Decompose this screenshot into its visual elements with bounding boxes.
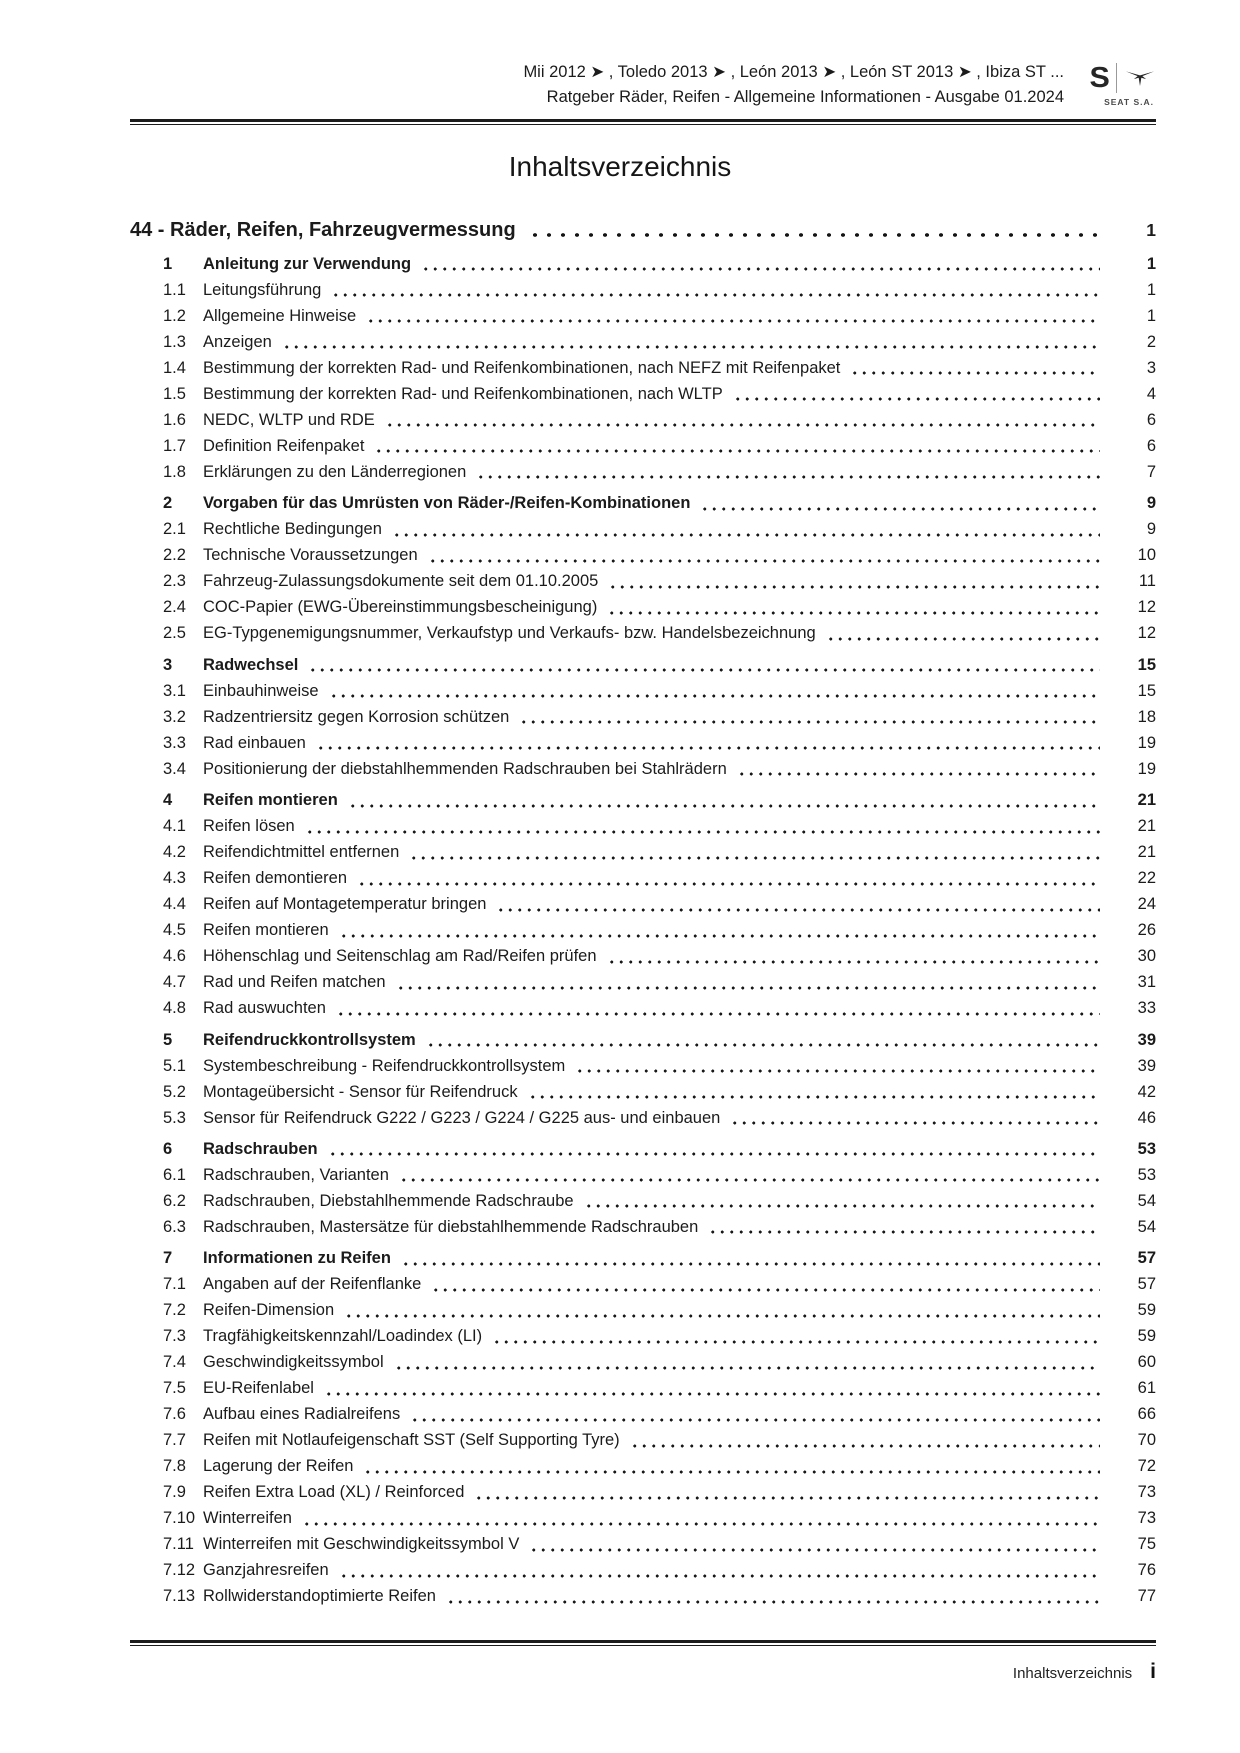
toc-entry-number: 2 (163, 494, 173, 513)
toc-entry-page: 46 (1137, 1108, 1156, 1127)
toc-entry-number: 6.1 (163, 1166, 186, 1185)
toc-entry-row[interactable] (130, 945, 1156, 968)
dot-leader (366, 319, 1100, 323)
dot-leader (575, 1069, 1100, 1073)
toc-entry-title: Reifen montieren (203, 921, 329, 940)
dot-leader (348, 804, 1100, 808)
toc-entry-page: 19 (1137, 733, 1156, 752)
dot-leader (428, 559, 1100, 563)
toc-entry-row[interactable] (130, 841, 1156, 864)
toc-entry-number: 7.11 (163, 1535, 194, 1554)
dot-leader (607, 960, 1100, 964)
toc-entry-title: Geschwindigkeitssymbol (203, 1353, 384, 1372)
toc-chapter-title: 44 - Räder, Reifen, Fahrzeugvermessung (130, 219, 516, 241)
toc-entry-page: 75 (1137, 1535, 1156, 1554)
dot-leader (305, 830, 1100, 834)
toc-entry-row[interactable] (130, 1377, 1156, 1400)
toc-entry-number: 1.6 (163, 411, 186, 429)
page-header (130, 60, 1156, 110)
dot-leader (528, 233, 1100, 237)
toc-entry-row[interactable] (130, 1164, 1156, 1187)
toc-entry-number: 3 (163, 655, 173, 674)
toc-entry-page: 3 (1146, 359, 1156, 377)
cupra-logo-icon (1124, 66, 1156, 90)
toc-entry-number: 5.1 (163, 1056, 186, 1075)
brand-logos (1078, 62, 1156, 107)
toc-entry-number: 4.4 (163, 895, 186, 914)
toc-entry-row[interactable] (130, 1055, 1156, 1078)
toc-entry-row[interactable] (130, 789, 1156, 812)
dot-leader (519, 720, 1100, 724)
toc-entry-title: Reifen montieren (203, 791, 338, 810)
toc-entry-number: 4.6 (163, 947, 186, 966)
toc-entry-row[interactable] (130, 1481, 1156, 1504)
toc-entry-row[interactable] (130, 1081, 1156, 1104)
toc-entry-page: 73 (1137, 1483, 1156, 1502)
toc-entry-page: 70 (1137, 1431, 1156, 1450)
toc-entry-page: 66 (1137, 1405, 1156, 1424)
toc-entry-title: Radschrauben, Mastersätze für diebstahlhemmende Radschrauben (203, 1218, 699, 1237)
toc-entry-row[interactable] (130, 570, 1156, 593)
toc-entry-row[interactable] (130, 1585, 1156, 1608)
dot-leader (700, 507, 1100, 511)
toc-entry-title: Reifen demontieren (203, 869, 348, 888)
dot-leader (328, 1152, 1100, 1156)
toc-entry-title: Rad einbauen (203, 733, 306, 752)
toc-entry-title: Radschrauben, Diebstahlhemmende Radschraube (203, 1192, 574, 1211)
dot-leader (431, 1288, 1100, 1292)
toc-entry-title: Winterreifen mit Geschwindigkeitssymbol V (203, 1535, 520, 1554)
toc-entry-list (130, 253, 1156, 1609)
toc-entry-row[interactable] (130, 893, 1156, 916)
header-rule (130, 119, 1156, 125)
toc-entry-page: 33 (1137, 999, 1156, 1018)
toc-entry-page: 54 (1137, 1218, 1156, 1237)
toc-entry-title: Bestimmung der korrekten Rad- und Reifenkombinationen, nach NEFZ mit Reifenpaket (203, 359, 841, 377)
table-of-contents (130, 217, 1156, 1609)
toc-entry-title: Sensor für Reifendruck G222 / G223 / G224 / G225 aus- und einbauen (203, 1108, 721, 1127)
dot-leader (302, 1522, 1100, 1526)
toc-entry-title: Positionierung der diebstahlhemmenden Radschrauben bei Stahlrädern (203, 759, 727, 778)
toc-entry-page: 11 (1138, 572, 1156, 591)
dot-leader (607, 611, 1100, 615)
toc-entry-page: 39 (1137, 1030, 1156, 1049)
toc-entry-row[interactable] (130, 680, 1156, 703)
toc-entry-title: EU-Reifenlabel (203, 1379, 314, 1398)
toc-entry-row[interactable] (130, 1507, 1156, 1530)
toc-entry-title: Fahrzeug-Zulassungsdokumente seit dem 01.10.2005 (203, 572, 599, 591)
toc-entry-title: Rollwiderstandoptimierte Reifen (203, 1587, 436, 1606)
toc-entry-page: 21 (1137, 791, 1156, 810)
toc-entry-page: 21 (1137, 817, 1156, 836)
toc-entry-number: 4.2 (163, 843, 186, 862)
toc-entry-number: 5.2 (163, 1082, 186, 1101)
toc-entry-number: 1.7 (163, 437, 186, 455)
dot-leader (529, 1548, 1100, 1552)
toc-entry-row[interactable] (130, 654, 1156, 677)
toc-entry-page: 53 (1137, 1140, 1156, 1159)
dot-leader (336, 1012, 1100, 1016)
toc-entry-number: 7.4 (163, 1353, 186, 1372)
header-models-line: Mii 2012 ➤ , Toledo 2013 ➤ , León 2013 ➤ , León ST 2013 ➤ , Ibiza ST ... (523, 63, 1064, 81)
toc-entry-page: 15 (1137, 681, 1156, 700)
toc-entry-title: Definition Reifenpaket (203, 437, 365, 455)
dot-leader (363, 1470, 1100, 1474)
toc-entry-row[interactable] (130, 732, 1156, 755)
toc-entry-title: Reifen lösen (203, 817, 295, 836)
toc-entry-number: 3.1 (163, 681, 186, 700)
toc-entry-title: Reifendichtmittel entfernen (203, 843, 400, 862)
dot-leader (476, 475, 1100, 479)
page-footer (130, 1640, 1156, 1684)
toc-entry-page: 1 (1146, 307, 1156, 325)
dot-leader (357, 882, 1100, 886)
toc-entry-page: 1 (1146, 255, 1156, 273)
toc-entry-page: 39 (1137, 1056, 1156, 1075)
toc-entry-number: 2.3 (163, 572, 186, 591)
toc-entry-row[interactable] (130, 867, 1156, 890)
dot-leader (528, 1095, 1100, 1099)
toc-entry-number: 7.2 (163, 1301, 186, 1320)
toc-entry-page: 10 (1137, 546, 1156, 565)
toc-entry-row[interactable] (130, 997, 1156, 1020)
toc-entry-title: Radschrauben (203, 1140, 318, 1159)
toc-entry-row[interactable] (130, 461, 1156, 484)
toc-entry-row[interactable] (130, 331, 1156, 354)
toc-entry-number: 5.3 (163, 1108, 186, 1127)
toc-entry-number: 4.7 (163, 973, 186, 992)
toc-entry-page: 31 (1137, 973, 1156, 992)
toc-entry-title: Reifen auf Montagetemperatur bringen (203, 895, 487, 914)
dot-leader (399, 1178, 1100, 1182)
toc-entry-number: 7.8 (163, 1457, 186, 1476)
dot-leader (401, 1262, 1100, 1266)
toc-entry-title: COC-Papier (EWG-Übereinstimmungsbescheinigung) (203, 598, 598, 617)
toc-entry-page: 7 (1146, 463, 1156, 481)
toc-entry-row[interactable] (130, 383, 1156, 406)
toc-entry-title: Systembeschreibung - Reifendruckkontrollsystem (203, 1056, 566, 1075)
dot-leader (339, 934, 1100, 938)
toc-entry-number: 2.1 (163, 520, 186, 539)
toc-entry-number: 1.2 (163, 307, 186, 325)
toc-entry-row[interactable] (130, 1029, 1156, 1052)
header-doc-line: Ratgeber Räder, Reifen - Allgemeine Informationen - Ausgabe 01.2024 (546, 88, 1064, 106)
toc-entry-number: 2.4 (163, 598, 186, 617)
toc-entry-number: 3.2 (163, 707, 186, 726)
toc-entry-page: 73 (1137, 1509, 1156, 1528)
toc-entry-title: Angaben auf der Reifenflanke (203, 1275, 422, 1294)
toc-entry-number: 1.5 (163, 385, 186, 403)
seat-logo-icon: S (1089, 62, 1110, 94)
toc-entry-title: Reifen Extra Load (XL) / Reinforced (203, 1483, 465, 1502)
toc-entry-page: 59 (1137, 1327, 1156, 1346)
toc-entry-row[interactable] (130, 622, 1156, 645)
toc-entry-page: 21 (1137, 843, 1156, 862)
dot-leader (324, 1392, 1100, 1396)
toc-entry-page: 18 (1137, 707, 1156, 726)
dot-leader (396, 986, 1100, 990)
toc-entry-page: 57 (1137, 1249, 1156, 1268)
dot-leader (344, 1314, 1100, 1318)
toc-entry-number: 7.6 (163, 1405, 186, 1424)
toc-entry-page: 76 (1137, 1561, 1156, 1580)
toc-entry-row[interactable] (130, 305, 1156, 328)
dot-leader (392, 533, 1100, 537)
toc-entry-number: 2.5 (163, 624, 186, 643)
toc-entry-title: Montageübersicht - Sensor für Reifendruck (203, 1082, 518, 1101)
toc-entry-title: Vorgaben für das Umrüsten von Räder-/Reifen-Kombinationen (203, 494, 691, 513)
toc-entry-page: 42 (1137, 1082, 1156, 1101)
toc-entry-row[interactable] (130, 1429, 1156, 1452)
toc-entry-page: 6 (1146, 437, 1156, 455)
toc-entry-number: 4.8 (163, 999, 186, 1018)
dot-leader (329, 694, 1100, 698)
toc-entry-page: 9 (1146, 494, 1156, 513)
toc-entry-title: Aufbau eines Radialreifens (203, 1405, 401, 1424)
dot-leader (339, 1574, 1100, 1578)
toc-entry-row[interactable] (130, 1455, 1156, 1478)
toc-entry-title: Einbauhinweise (203, 681, 319, 700)
toc-entry-row[interactable] (130, 279, 1156, 302)
toc-entry-row[interactable] (130, 1190, 1156, 1213)
dot-leader (410, 1418, 1100, 1422)
toc-entry-row[interactable] (130, 815, 1156, 838)
toc-entry-number: 6.3 (163, 1218, 186, 1237)
logo-divider (1116, 63, 1117, 93)
toc-entry-number: 1.8 (163, 463, 186, 481)
dot-leader (584, 1204, 1100, 1208)
toc-entry-row[interactable] (130, 1403, 1156, 1426)
toc-entry-page: 1 (1146, 281, 1156, 299)
toc-entry-row[interactable] (130, 1273, 1156, 1296)
toc-entry-number: 1 (163, 255, 173, 273)
page-title: Inhaltsverzeichnis (508, 151, 732, 182)
toc-entry-page: 26 (1137, 921, 1156, 940)
toc-entry-title: NEDC, WLTP und RDE (203, 411, 375, 429)
toc-entry-title: Anleitung zur Verwendung (203, 255, 412, 273)
toc-entry-number: 4.3 (163, 869, 186, 888)
toc-entry-page: 19 (1137, 759, 1156, 778)
toc-entry-row[interactable] (130, 1325, 1156, 1348)
toc-entry-number: 4.5 (163, 921, 186, 940)
dot-leader (608, 585, 1100, 589)
toc-entry-number: 3.4 (163, 759, 186, 778)
toc-entry-page: 57 (1137, 1275, 1156, 1294)
dot-leader (492, 1340, 1100, 1344)
toc-entry-page: 6 (1146, 411, 1156, 429)
toc-entry-title: Erklärungen zu den Länderregionen (203, 463, 467, 481)
toc-entry-title: Informationen zu Reifen (203, 1249, 391, 1268)
toc-entry-number: 1.1 (163, 281, 186, 299)
toc-entry-row[interactable] (130, 253, 1156, 276)
dot-leader (733, 397, 1100, 401)
toc-entry-row[interactable] (130, 435, 1156, 458)
toc-entry-page: 60 (1137, 1353, 1156, 1372)
dot-leader (730, 1121, 1100, 1125)
dot-leader (308, 668, 1100, 672)
dot-leader (394, 1366, 1100, 1370)
toc-entry-title: Leitungsführung (203, 281, 322, 299)
toc-entry-page: 9 (1146, 520, 1156, 539)
toc-entry-page: 12 (1137, 598, 1156, 617)
toc-entry-title: Rad und Reifen matchen (203, 973, 386, 992)
toc-entry-row[interactable] (130, 596, 1156, 619)
toc-entry-row[interactable] (130, 492, 1156, 515)
toc-entry-number: 3.3 (163, 733, 186, 752)
dot-leader (374, 449, 1100, 453)
toc-entry-title: Bestimmung der korrekten Rad- und Reifenkombinationen, nach WLTP (203, 385, 723, 403)
toc-entry-row[interactable] (130, 357, 1156, 380)
toc-entry-number: 7.3 (163, 1327, 186, 1346)
footer-page-number: i (1150, 1660, 1156, 1683)
toc-entry-row[interactable] (130, 1559, 1156, 1582)
toc-entry-page: 4 (1146, 385, 1156, 403)
footer-label: Inhaltsverzeichnis (1012, 1665, 1133, 1682)
toc-entry-title: Reifendruckkontrollsystem (203, 1030, 416, 1049)
toc-entry-number: 1.4 (163, 359, 186, 377)
dot-leader (708, 1230, 1100, 1234)
toc-entry-number: 7 (163, 1249, 173, 1268)
toc-entry-row[interactable] (130, 1138, 1156, 1161)
dot-leader (426, 1043, 1100, 1047)
dot-leader (737, 772, 1100, 776)
toc-entry-number: 2.2 (163, 546, 186, 565)
dot-leader (496, 908, 1100, 912)
dot-leader (474, 1496, 1100, 1500)
footer-rule (130, 1640, 1156, 1646)
dot-leader (409, 856, 1100, 860)
toc-entry-number: 7.13 (163, 1587, 196, 1606)
toc-entry-row[interactable] (130, 919, 1156, 942)
toc-chapter-row[interactable] (130, 217, 1156, 243)
dot-leader (850, 371, 1100, 375)
toc-entry-title: Allgemeine Hinweise (203, 307, 357, 325)
header-text-block (130, 60, 1156, 110)
dot-leader (630, 1444, 1100, 1448)
toc-entry-title: Ganzjahresreifen (203, 1561, 329, 1580)
dot-leader (421, 267, 1100, 271)
toc-entry-page: 61 (1137, 1379, 1156, 1398)
toc-entry-number: 6.2 (163, 1192, 186, 1211)
toc-entry-page: 53 (1137, 1166, 1156, 1185)
toc-entry-title: Rad auswuchten (203, 999, 326, 1018)
toc-entry-number: 7.7 (163, 1431, 186, 1450)
toc-entry-title: Tragfähigkeitskennzahl/Loadindex (LI) (203, 1327, 483, 1346)
toc-entry-title: Reifen mit Notlaufeigenschaft SST (Self Supporting Tyre) (203, 1431, 620, 1450)
toc-entry-row[interactable] (130, 1107, 1156, 1130)
toc-entry-row[interactable] (130, 1351, 1156, 1374)
publisher-label: SEAT S.A. (1104, 97, 1154, 107)
toc-entry-page: 77 (1137, 1587, 1156, 1606)
toc-entry-row[interactable] (130, 971, 1156, 994)
toc-entry-row[interactable] (130, 1299, 1156, 1322)
dot-leader (316, 746, 1100, 750)
toc-entry-number: 4 (163, 791, 173, 810)
toc-entry-page: 22 (1137, 869, 1156, 888)
logo-row (1078, 62, 1156, 94)
dot-leader (331, 293, 1100, 297)
toc-entry-number: 5 (163, 1030, 173, 1049)
toc-entry-title: EG-Typgenemigungsnummer, Verkaufstyp und Verkaufs- bzw. Handelsbezeichnung (203, 624, 816, 643)
dot-leader (282, 345, 1100, 349)
toc-entry-page: 12 (1137, 624, 1156, 643)
toc-entry-title: Lagerung der Reifen (203, 1457, 354, 1476)
toc-entry-page: 24 (1137, 895, 1156, 914)
toc-entry-row[interactable] (130, 1533, 1156, 1556)
toc-entry-row[interactable] (130, 518, 1156, 541)
toc-entry-row[interactable] (130, 409, 1156, 432)
toc-entry-title: Winterreifen (203, 1509, 292, 1528)
toc-entry-number: 6 (163, 1140, 173, 1159)
toc-entry-title: Höhenschlag und Seitenschlag am Rad/Reifen prüfen (203, 947, 597, 966)
toc-entry-title: Reifen-Dimension (203, 1301, 335, 1320)
toc-entry-row[interactable] (130, 1216, 1156, 1239)
dot-leader (826, 637, 1100, 641)
toc-entry-title: Technische Voraussetzungen (203, 546, 418, 565)
toc-chapter-page: 1 (1146, 220, 1156, 240)
footer-text (130, 1660, 1156, 1684)
toc-entry-number: 7.10 (163, 1509, 196, 1528)
toc-entry-row[interactable] (130, 758, 1156, 781)
dot-leader (385, 423, 1100, 427)
toc-entry-row[interactable] (130, 1247, 1156, 1270)
toc-entry-number: 1.3 (163, 333, 186, 351)
toc-entry-number: 7.12 (163, 1561, 196, 1580)
toc-entry-page: 54 (1137, 1192, 1156, 1211)
toc-entry-number: 7.9 (163, 1483, 186, 1502)
toc-entry-number: 4.1 (163, 817, 186, 836)
toc-entry-number: 7.5 (163, 1379, 186, 1398)
toc-entry-title: Radwechsel (203, 655, 299, 674)
toc-entry-page: 59 (1137, 1301, 1156, 1320)
toc-entry-number: 7.1 (163, 1275, 186, 1294)
dot-leader (446, 1600, 1100, 1604)
toc-entry-title: Anzeigen (203, 333, 272, 351)
toc-entry-page: 2 (1146, 333, 1156, 351)
toc-entry-title: Radzentriersitz gegen Korrosion schützen (203, 707, 510, 726)
toc-entry-page: 30 (1137, 947, 1156, 966)
toc-entry-row[interactable] (130, 706, 1156, 729)
toc-entry-title: Radschrauben, Varianten (203, 1166, 389, 1185)
toc-entry-page: 72 (1137, 1457, 1156, 1476)
toc-entry-row[interactable] (130, 544, 1156, 567)
toc-entry-title: Rechtliche Bedingungen (203, 520, 382, 539)
toc-entry-page: 15 (1137, 655, 1156, 674)
